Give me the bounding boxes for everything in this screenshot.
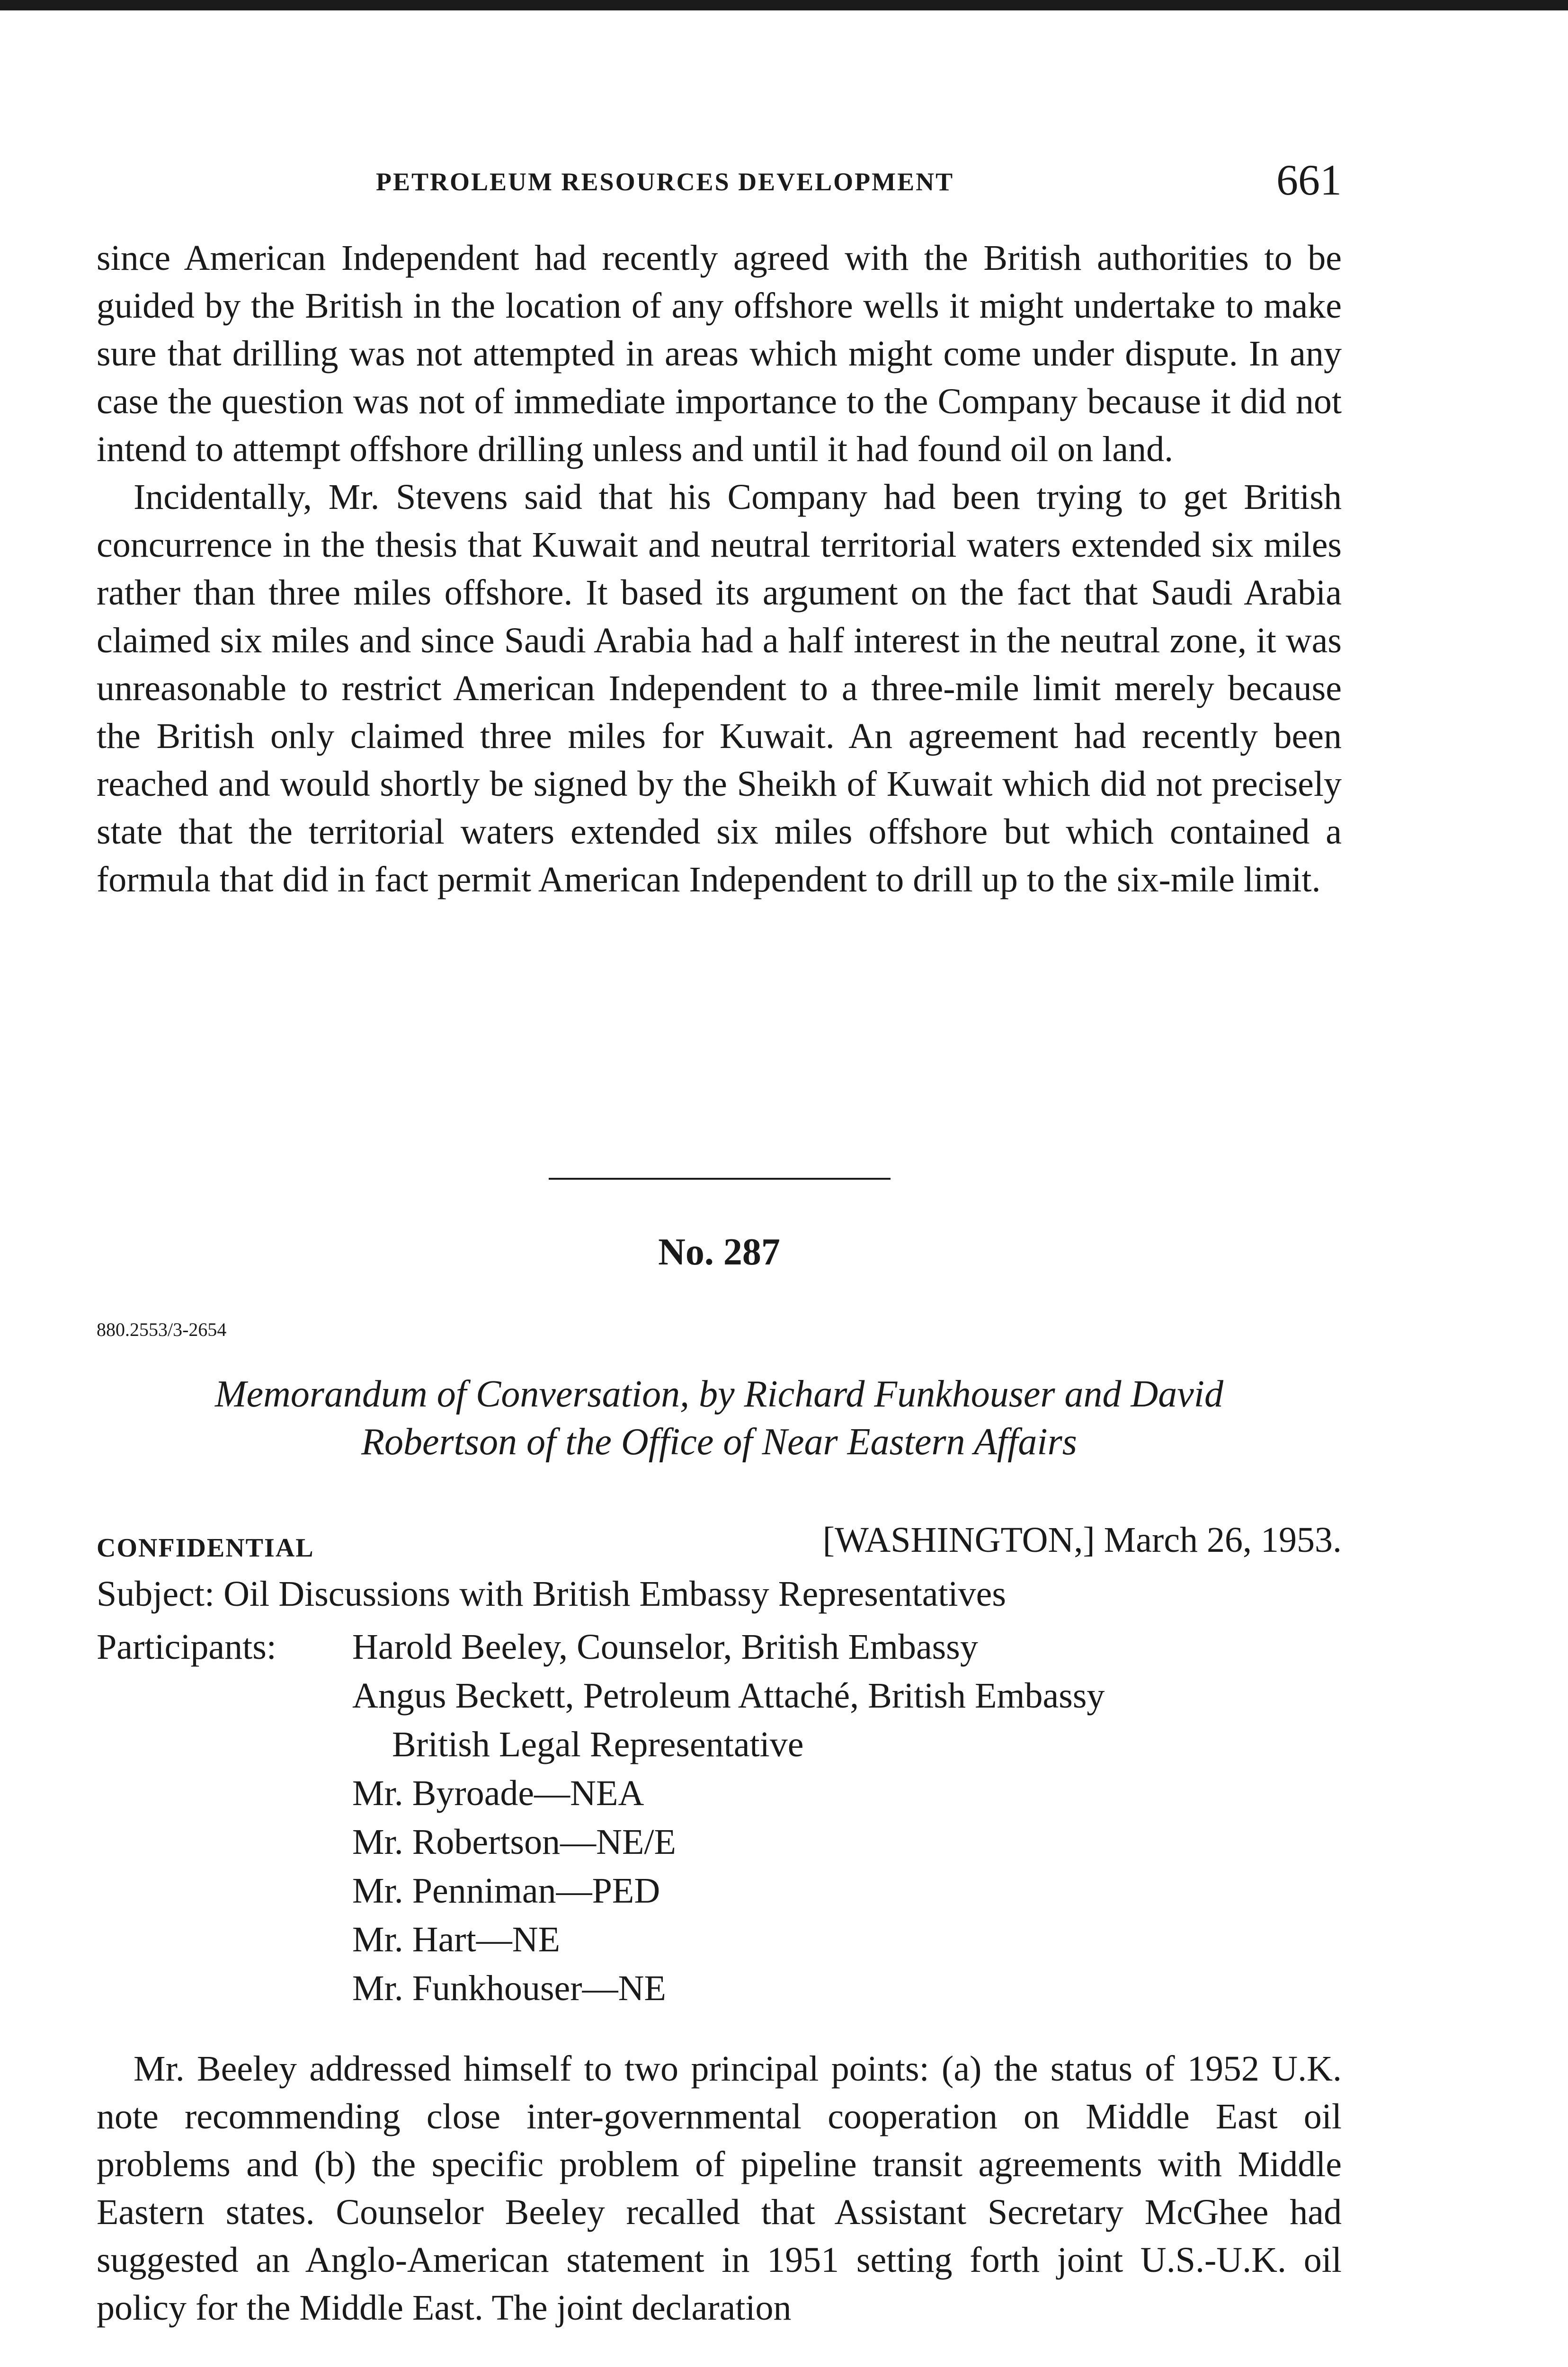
page-number: 661 <box>1276 156 1342 204</box>
file-reference: 880.2553/3-2654 <box>97 1319 227 1340</box>
top-edge-rule <box>0 0 1568 10</box>
memorandum-body <box>97 2045 1342 2332</box>
continued-text <box>97 234 1342 904</box>
classification-row <box>97 1520 1342 1567</box>
continued-paragraph-2: Incidentally, Mr. Stevens said that his Company had been trying to get British concurrence in the thesis that Kuwait and neutral territorial waters extended six miles rather than three miles offshore. It based its argument on the fact that Saudi Arabia claimed six miles and since Saudi Arabia had a half interest in the neutral zone, it was unreasonable to restrict American Independent to a three-mile limit merely because the British only claimed three miles for Kuwait. An agreement had recently been reached and would shortly be signed by the Sheikh of Kuwait which did not precisely state that the territorial waters extended six miles offshore but which contained a formula that did in fact permit American Independent to drill up to the six-mile limit. <box>97 477 1342 899</box>
participants-label: Participants: <box>97 1627 276 1667</box>
participant-item: Mr. Hart—NE <box>352 1920 561 1959</box>
document-heading <box>97 1370 1342 1466</box>
document-number: No. 287 <box>658 1231 780 1273</box>
classification-label: CONFIDENTIAL <box>97 1533 314 1563</box>
document-heading-line-2: Robertson of the Office of Near Eastern Affairs <box>361 1421 1077 1463</box>
running-head <box>97 156 1342 204</box>
continued-paragraph-1: since American Independent had recently agreed with the British authorities to be guided by the British in the location of any offshore wells it might undertake to make sure that drilling was not attempted in areas which might come under dispute. In any case the question was not of immediate importance to the Company because it did not intend to attempt offshore drilling unless and until it had found oil on land. <box>97 238 1342 469</box>
document-heading-line-1: Memorandum of Conversation, by Richard Funkhouser and David <box>214 1373 1224 1415</box>
memorandum-paragraph-1: Mr. Beeley addressed himself to two principal points: (a) the status of 1952 U.K. note recommending close inter-governmental cooperation on Middle East oil problems and (b) the specific problem of pipeline transit agreements with Middle Eastern states. Counselor Beeley recalled that Assistant Secretary McGhee had suggested an Anglo-American statement in 1951 setting forth joint U.S.-U.K. oil policy for the Middle East. The joint declaration <box>97 2049 1342 2328</box>
participant-item: Mr. Funkhouser—NE <box>352 1968 666 2008</box>
participant-item: Harold Beeley, Counselor, British Embassy <box>352 1627 978 1667</box>
participant-item: Mr. Robertson—NE/E <box>352 1822 676 1862</box>
participant-item: British Legal Representative <box>392 1725 804 1764</box>
participant-item: Mr. Byroade—NEA <box>352 1773 644 1813</box>
participant-item: Mr. Penniman—PED <box>352 1871 660 1911</box>
place-date: [WASHINGTON,] March 26, 1953. <box>822 1520 1342 1560</box>
participants-list <box>352 1623 1105 2013</box>
running-title: PETROLEUM RESOURCES DEVELOPMENT <box>376 168 954 196</box>
subject-line: Subject: Oil Discussions with British Embassy Representatives <box>97 1574 1006 1614</box>
participant-item: Angus Beckett, Petroleum Attaché, British Embassy <box>352 1676 1105 1716</box>
section-divider <box>549 1178 891 1180</box>
